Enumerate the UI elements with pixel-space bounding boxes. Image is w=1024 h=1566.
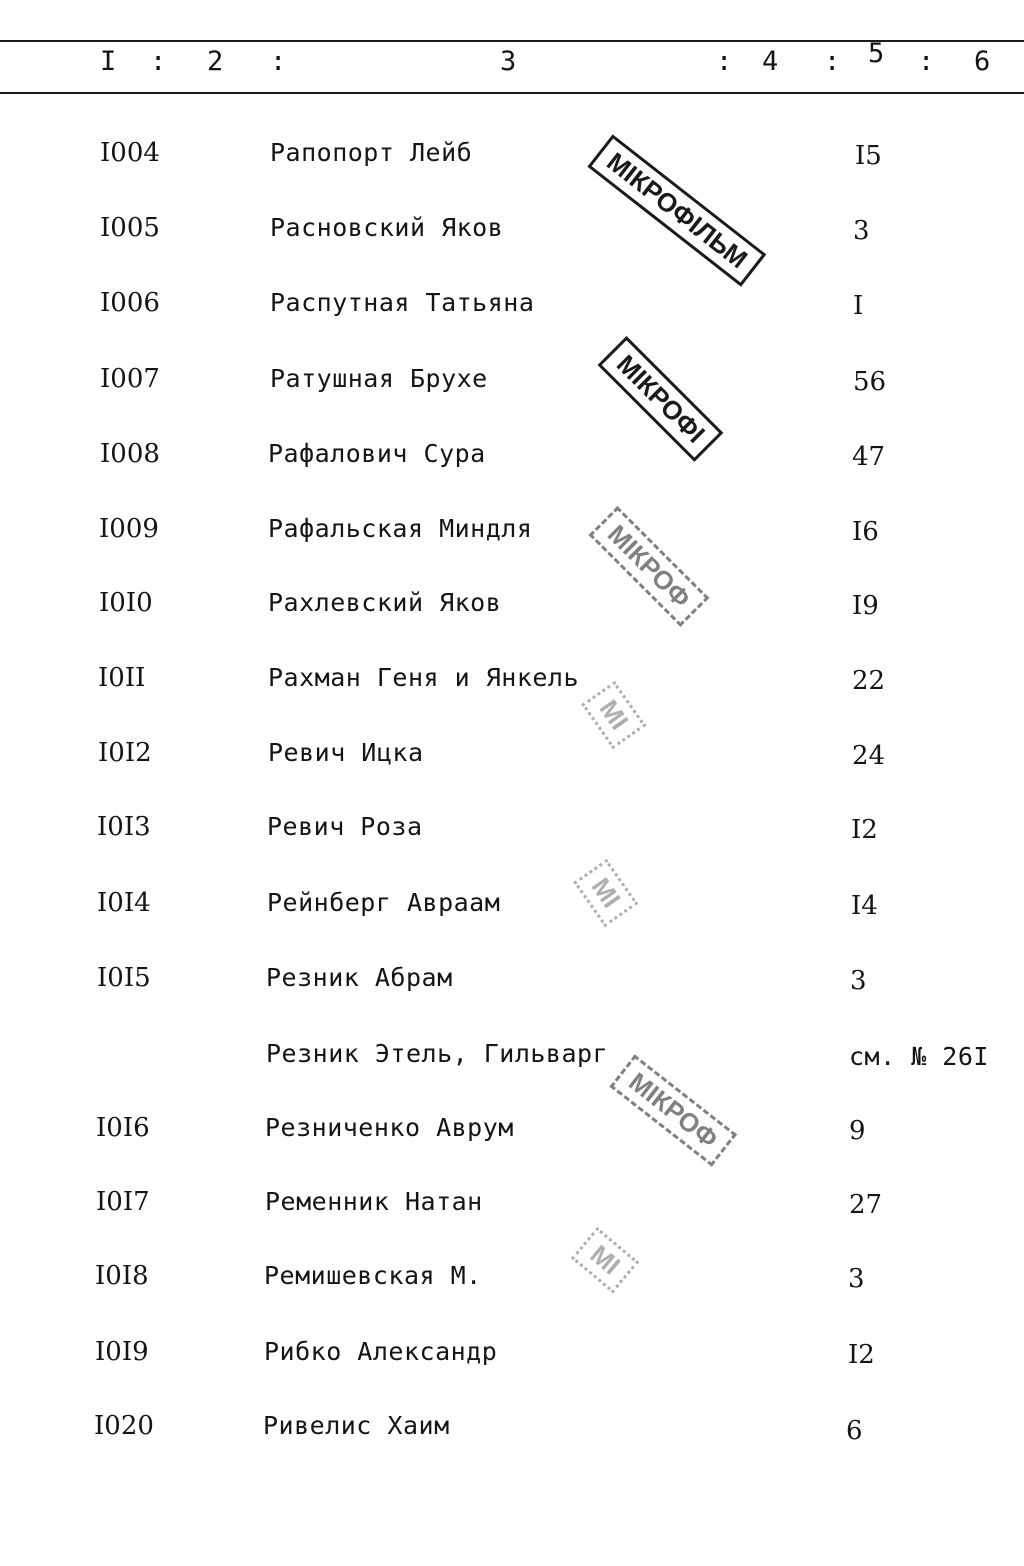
- record-value: 3: [853, 216, 870, 246]
- record-number: I004: [100, 138, 160, 168]
- record-value: I: [853, 291, 864, 321]
- record-value: I4: [851, 891, 878, 921]
- column-separator: :: [824, 46, 841, 77]
- record-number: I007: [100, 364, 160, 394]
- person-name: Рапопорт Лейб: [270, 138, 473, 167]
- record-number: I008: [100, 439, 160, 469]
- person-name: Ревич Ицка: [268, 738, 424, 767]
- record-number: I009: [99, 514, 159, 544]
- column-header-3: 3: [500, 46, 517, 77]
- record-number: I0I9: [95, 1337, 149, 1367]
- person-name: Ревич Роза: [267, 812, 423, 841]
- record-value: 47: [852, 442, 886, 472]
- record-number: I0I0: [99, 588, 153, 618]
- person-name: Рейнберг Авраам: [267, 888, 501, 917]
- record-number: I0I6: [96, 1113, 150, 1143]
- column-separator: :: [150, 46, 167, 77]
- microfilm-stamp: МІ: [581, 681, 646, 749]
- cross-reference: см. № 26I: [849, 1042, 989, 1071]
- person-name: Рафальская Миндля: [268, 514, 533, 543]
- person-name: Ратушная Брухе: [270, 364, 488, 393]
- column-header-1: I: [100, 46, 117, 77]
- record-number: I0II: [98, 663, 146, 693]
- person-name: Рибко Александр: [264, 1337, 498, 1366]
- record-value: 24: [852, 741, 886, 771]
- record-value: 6: [846, 1416, 863, 1446]
- record-number: I006: [100, 288, 160, 318]
- record-value: 22: [852, 666, 886, 696]
- record-value: I6: [852, 517, 879, 547]
- record-number: I0I7: [96, 1187, 150, 1217]
- microfilm-stamp: МІКРОФ: [609, 1054, 737, 1166]
- column-header-2: 2: [207, 46, 224, 77]
- microfilm-stamp: МІКРОФІЛЬМ: [587, 134, 766, 287]
- column-header-6: 6: [974, 46, 991, 77]
- person-name: Ремишевская М.: [264, 1261, 482, 1290]
- person-name: Расновский Яков: [270, 213, 504, 242]
- record-value: 3: [848, 1264, 865, 1294]
- record-value: 9: [849, 1116, 866, 1146]
- record-number: I020: [94, 1411, 154, 1441]
- column-header-4: 4: [762, 46, 779, 77]
- record-value: I2: [848, 1340, 875, 1370]
- person-name: Распутная Татьяна: [270, 288, 535, 317]
- record-number: I0I8: [95, 1261, 149, 1291]
- person-name: Рафалович Сура: [268, 439, 486, 468]
- microfilm-stamp: МІ: [573, 859, 638, 927]
- microfilm-stamp: МІКРОФІ: [598, 336, 724, 462]
- record-value: I9: [852, 591, 879, 621]
- record-number: I0I3: [97, 812, 151, 842]
- person-name: Резниченко Аврум: [265, 1113, 514, 1142]
- column-header-5: 5: [868, 38, 885, 69]
- column-separator: :: [270, 46, 287, 77]
- person-name: Ривелис Хаим: [263, 1411, 450, 1440]
- microfilm-stamp: МІ: [571, 1227, 639, 1294]
- record-value: 27: [849, 1190, 883, 1220]
- record-value: I2: [851, 815, 878, 845]
- microfilm-stamp: МІКРОФ: [589, 506, 710, 627]
- record-value: 56: [853, 367, 887, 397]
- person-name: Резник Абрам: [266, 963, 453, 992]
- record-number: I0I5: [97, 963, 151, 993]
- record-value: I5: [855, 141, 882, 171]
- person-name: Рахлевский Яков: [268, 588, 502, 617]
- record-number: I0I2: [98, 738, 152, 768]
- record-number: I0I4: [97, 888, 151, 918]
- person-name: Ременник Натан: [265, 1187, 483, 1216]
- record-value: 3: [850, 966, 867, 996]
- column-separator: :: [716, 46, 733, 77]
- person-name: Рахман Геня и Янкель: [268, 663, 580, 692]
- header-bottom-rule: [0, 92, 1024, 94]
- column-separator: :: [918, 46, 935, 77]
- person-name: Резник Этель, Гильварг: [266, 1039, 609, 1068]
- record-number: I005: [100, 213, 160, 243]
